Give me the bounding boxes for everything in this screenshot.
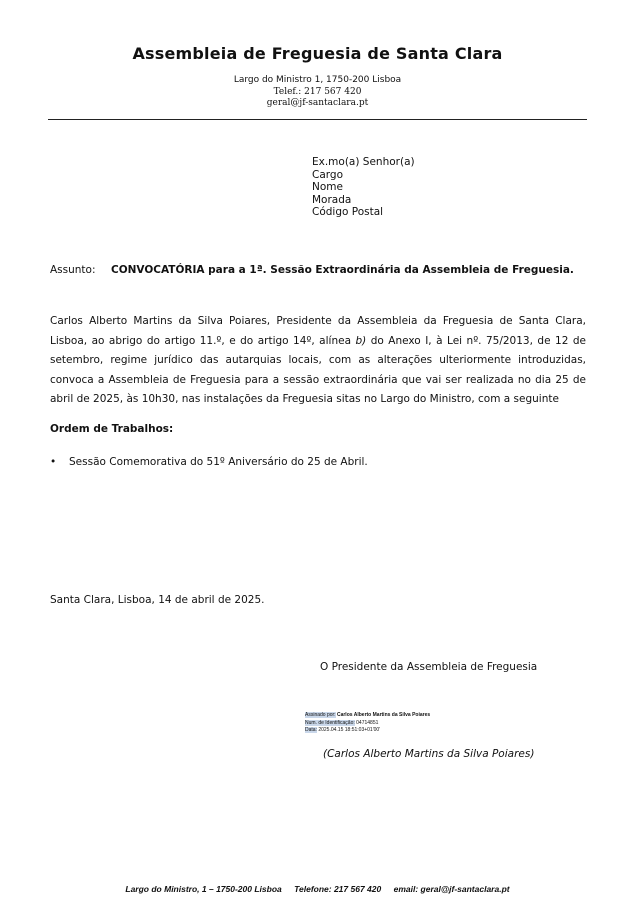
signature-date-label: Data: [305,727,317,733]
agenda-item-text: Sessão Comemorativa do 51º Aniversário do 25 de Abril. [69,456,368,468]
recipient-line: Nome [312,181,343,194]
subject-label: Assunto: [50,264,96,276]
footer-address: Largo do Ministro, 1 – 1750-200 Lisboa [125,884,282,894]
header-address: Largo do Ministro 1, 1750-200 Lisboa [233,75,402,85]
header-divider [48,119,587,120]
document-title: Assembleia de Freguesia de Santa Clara [132,44,503,63]
body-paragraph [50,312,586,410]
agenda-item [50,456,368,468]
body-text-part: Carlos Alberto Martins da Silva Poiares, Presidente da Assembleia da Freguesia de Santa Clara, Lisboa, ao abrigo do artigo 11.º, e do artigo 14º, alínea [50,315,586,347]
footer-phone: Telefone: 217 567 420 [294,884,382,894]
subject-line [50,264,574,276]
recipient-line: Morada [312,193,352,206]
header-phone: Telef.: 217 567 420 [273,87,362,97]
recipient-line: Ex.mo(a) Senhor(a) [312,156,415,168]
subject-text: CONVOCATÓRIA para a 1ª. Sessão Extraordinária da Assembleia de Freguesia. [111,264,574,276]
president-title: O Presidente da Assembleia de Freguesia [320,661,538,673]
page-footer [0,884,635,894]
recipient-block [312,156,415,219]
signature-id: 04714851 [356,719,379,726]
bullet-icon: • [50,456,57,468]
digital-signature-stamp [305,712,430,735]
signature-signed-by: Carlos Alberto Martins da Silva Poiares [336,712,431,718]
signature-date: 2025.04.15 18:51:03+01'00' [318,727,381,733]
agenda-heading: Ordem de Trabalhos: [50,423,174,435]
recipient-line: Código Postal [312,206,384,219]
recipient-line: Cargo [312,168,343,181]
signature-id-label: Num. de Identificação: [305,719,355,726]
place-date: Santa Clara, Lisboa, 14 de abril de 2025. [50,594,265,606]
header-email: geral@jf-santaclara.pt [266,98,369,108]
president-name: (Carlos Alberto Martins da Silva Poiares) [323,748,535,760]
body-text-part: do Anexo I, à Lei nº. 75/2013, de 12 de setembro, regime jurídico das autarquias locais, com as alterações ulteriormente introduzidas, convoca a Assembleia de Freguesia para a sessão extraordinária que vai ser realizada no dia 25 de abril de 2025, às 10h30, nas instalações da Freguesia sitas no Largo do Ministro, com a seguinte [50,334,586,405]
body-text-italic: b) [355,334,367,347]
footer-email: email: geral@jf-santaclara.pt [393,884,510,894]
signature-signed-by-label: Assinado por: [305,712,336,718]
